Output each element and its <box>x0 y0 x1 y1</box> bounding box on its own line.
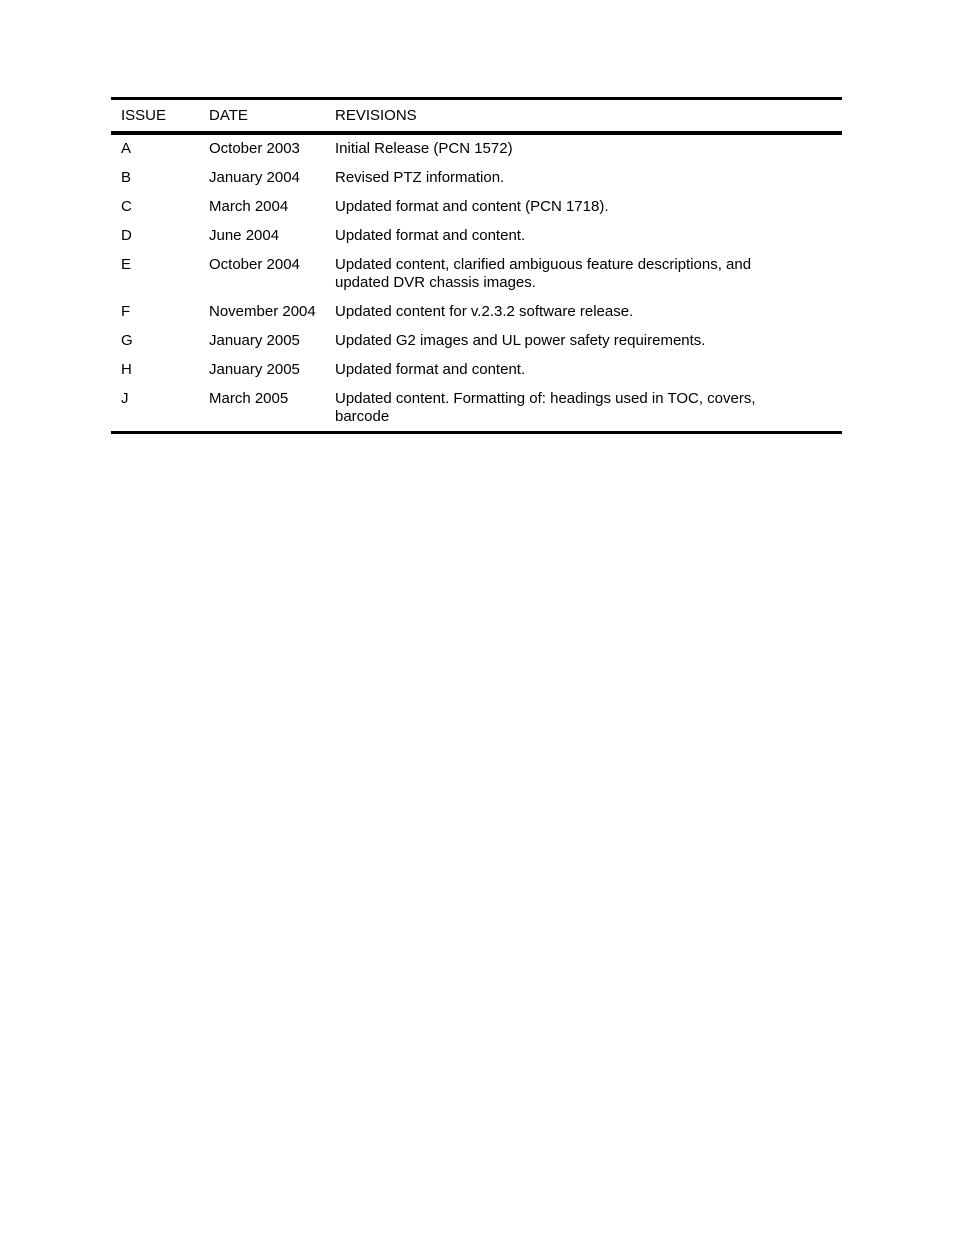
date-cell: January 2004 <box>209 169 300 186</box>
header-row <box>111 99 842 134</box>
date-cell: October 2003 <box>209 140 300 157</box>
date-cell: January 2005 <box>209 332 300 349</box>
revision-cell: Revised PTZ information. <box>335 169 505 186</box>
table-body <box>111 133 842 433</box>
issue-cell: A <box>121 140 132 157</box>
issue-cell: C <box>121 198 132 215</box>
revision-cell: Updated format and content. <box>335 361 526 378</box>
date-cell: November 2004 <box>209 303 316 320</box>
table-row <box>111 222 842 251</box>
date-cell: March 2004 <box>209 198 289 215</box>
header-date: DATE <box>209 107 248 124</box>
issue-cell: J <box>121 390 129 407</box>
revision-cell: Updated content. Formatting of: headings used in TOC, covers, barcode <box>335 390 756 425</box>
revision-history-table <box>111 97 842 434</box>
issue-cell: B <box>121 169 132 186</box>
header-revisions: REVISIONS <box>335 107 417 124</box>
table-row <box>111 385 842 433</box>
revision-cell: Updated content for v.2.3.2 software release. <box>335 303 634 320</box>
issue-cell: H <box>121 361 132 378</box>
revision-cell: Updated G2 images and UL power safety requirements. <box>335 332 706 349</box>
revision-cell: Initial Release (PCN 1572) <box>335 140 513 157</box>
issue-cell: F <box>121 303 131 320</box>
table-row <box>111 327 842 356</box>
issue-cell: E <box>121 256 132 273</box>
date-cell: January 2005 <box>209 361 300 378</box>
revision-cell: Updated content, clarified ambiguous feature descriptions, and updated DVR chassis images. <box>335 256 752 291</box>
issue-cell: D <box>121 227 132 244</box>
table-row <box>111 298 842 327</box>
date-cell: March 2005 <box>209 390 289 407</box>
table-header <box>111 99 842 134</box>
date-cell: October 2004 <box>209 256 300 273</box>
issue-cell: G <box>121 332 133 349</box>
date-cell: June 2004 <box>209 227 280 244</box>
table-row <box>111 133 842 164</box>
table-row <box>111 193 842 222</box>
table-row <box>111 164 842 193</box>
header-issue: ISSUE <box>121 107 167 124</box>
revision-cell: Updated format and content (PCN 1718). <box>335 198 609 215</box>
revision-cell: Updated format and content. <box>335 227 526 244</box>
table-row <box>111 251 842 298</box>
table-row <box>111 356 842 385</box>
